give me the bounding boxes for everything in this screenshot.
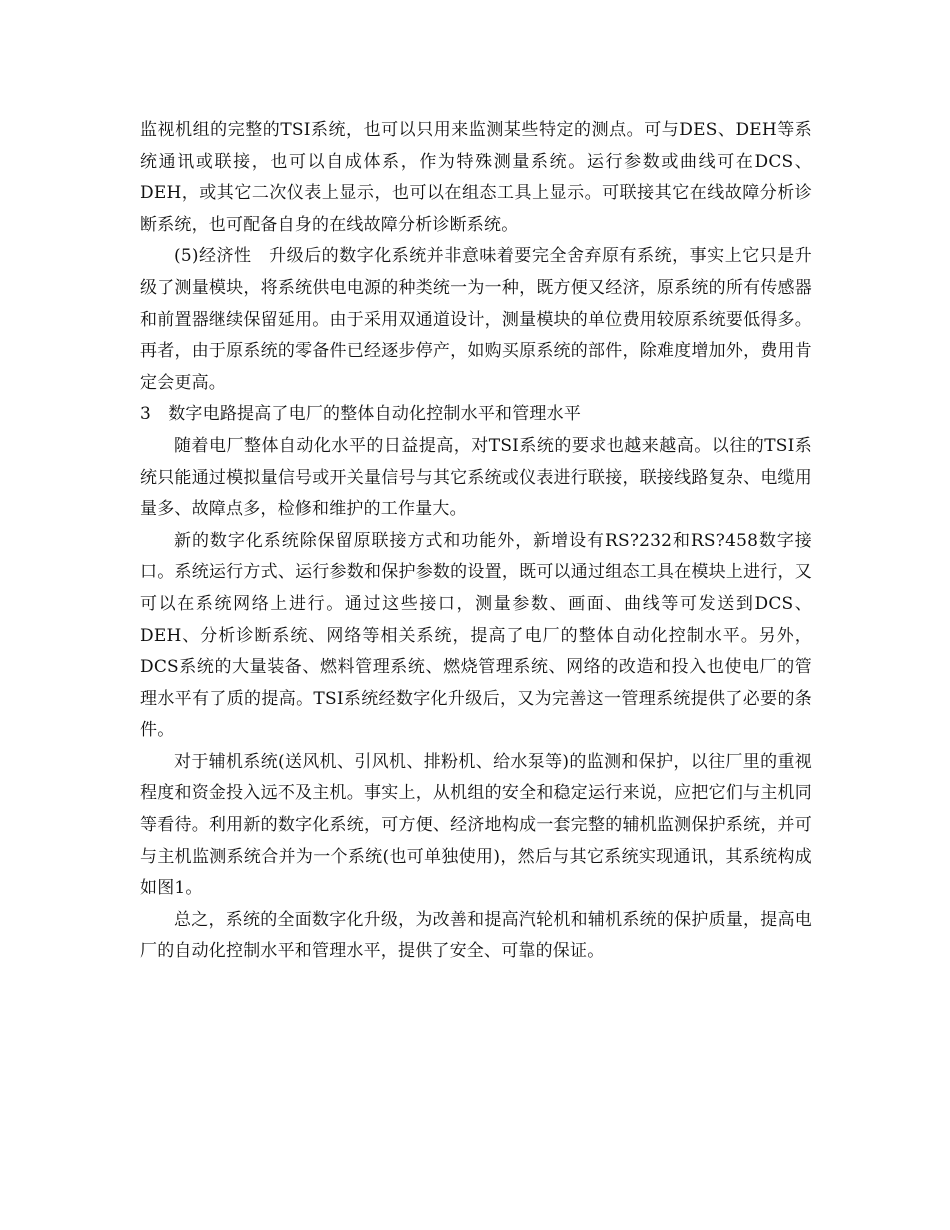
paragraph-economy: (5)经济性 升级后的数字化系统并非意味着要完全舍弃原有系统，事实上它只是升级了测量模块，将系统供电电源的种类统一为一种，既方便又经济，原系统的所有传感器和前置器继续保留延用。由于采用双通道设计，测量模块的单位费用较原系统要低得多。再者，由于原系统的零备件已经逐步停产，如购买原系统的部件，除难度增加外，费用肯定会更高。 bbox=[140, 246, 812, 393]
paragraph-automation-level: 随着电厂整体自动化水平的日益提高，对TSI系统的要求也越来越高。以往的TSI系统只能通过模拟量信号或开关量信号与其它系统或仪表进行联接，联接线路复杂、电缆用量多、故障点多，检修和维护的工作量大。 bbox=[140, 435, 812, 520]
paragraph-digital-interfaces: 新的数字化系统除保留原联接方式和功能外，新增设有RS?232和RS?458数字接口。系统运行方式、运行参数和保护参数的设置，既可以通过组态工具在模块上进行，又可以在系统网络上进行。通过这些接口，测量参数、画面、曲线等可发送到DCS、DEH、分析诊断系统、网络等相关系统，提高了电厂的整体自动化控制水平。另外，DCS系统的大量装备、燃料管理系统、燃烧管理系统、网络的改造和投入也使电厂的管理水平有了质的提高。TSI系统经数字化升级后，又为完善这一管理系统提供了必要的条件。 bbox=[140, 530, 812, 741]
document-page bbox=[140, 115, 812, 968]
section-heading: 3 数字电路提高了电厂的整体自动化控制水平和管理水平 bbox=[140, 404, 582, 425]
paragraph-conclusion: 总之，系统的全面数字化升级，为改善和提高汽轮机和辅机系统的保护质量，提高电厂的自动化控制水平和管理水平，提供了安全、可靠的保证。 bbox=[140, 909, 812, 962]
paragraph-auxiliary-systems: 对于辅机系统(送风机、引风机、排粉机、给水泵等)的监测和保护，以往厂里的重视程度和资金投入远不及主机。事实上，从机组的安全和稳定运行来说，应把它们与主机同等看待。利用新的数字化系统，可方便、经济地构成一套完整的辅机监测保护系统，并可与主机监测系统合并为一个系统(也可单独使用)，然后与其它系统实现通讯，其系统构成如图1。 bbox=[140, 751, 812, 899]
paragraph-continuation: 监视机组的完整的TSI系统，也可以只用来监测某些特定的测点。可与DES、DEH等系统通讯或联接，也可以自成体系，作为特殊测量系统。运行参数或曲线可在DCS、DEH，或其它二次仪表上显示，也可以在组态工具上显示。可联接其它在线故障分析诊断系统，也可配备自身的在线故障分析诊断系统。 bbox=[140, 120, 812, 235]
